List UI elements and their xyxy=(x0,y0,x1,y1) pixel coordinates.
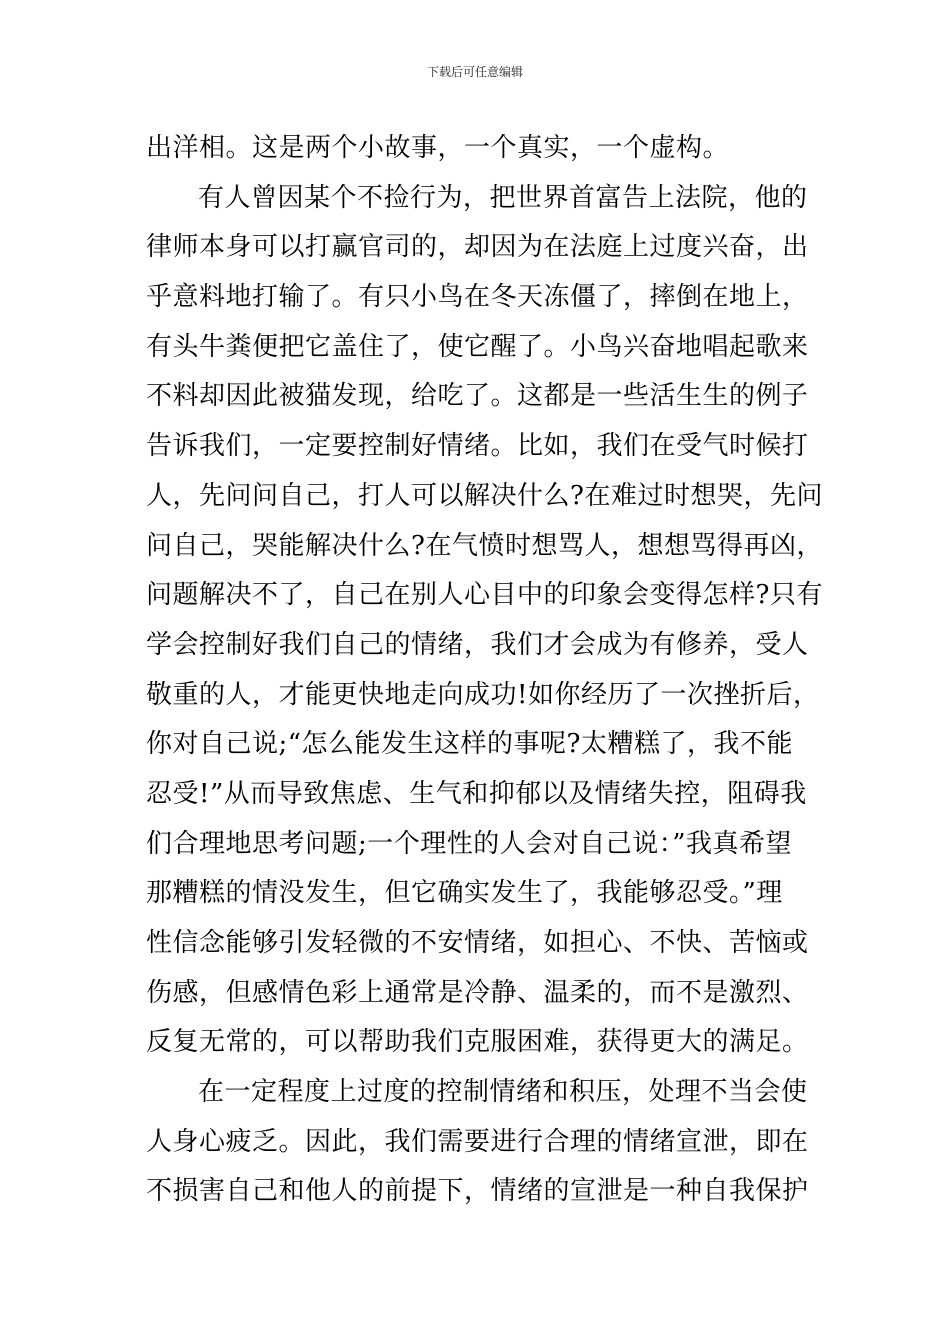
text-line: 你对自己说;“怎么能发生这样的事呢?太糟糕了，我不能 xyxy=(146,729,793,760)
text-line: 出洋相。这是两个小故事，一个真实，一个虚构。 xyxy=(146,133,730,163)
text-line: 人，先问问自己，打人可以解决什么?在难过时想哭，先问 xyxy=(146,480,823,511)
page-header: 下载后可任意编辑 xyxy=(426,65,523,79)
text-line: 告诉我们，一定要控制好情绪。比如，我们在受气时候打 xyxy=(146,431,809,462)
text-line: 不料却因此被猫发现，给吃了。这都是一些活生生的例子 xyxy=(146,381,809,412)
text-line: 问题解决不了，自己在别人心目中的印象会变得怎样?只有 xyxy=(146,580,823,611)
text-line: 乎意料地打输了。有只小鸟在冬天冻僵了，摔倒在地上， xyxy=(146,282,809,313)
text-line: 不损害自己和他人的前提下，情绪的宣泄是一种自我保护 xyxy=(146,1176,809,1207)
text-line: 律师本身可以打赢官司的，却因为在法庭上过度兴奋，出 xyxy=(146,232,809,263)
text-line: 问自己，哭能解决什么?在气愤时想骂人，想想骂得再凶， xyxy=(146,530,823,561)
text-line: 有头牛粪便把它盖住了，使它醒了。小鸟兴奋地唱起歌来 xyxy=(146,331,809,362)
text-line: 那糟糕的情没发生，但它确实发生了，我能够忍受。”理 xyxy=(146,878,783,909)
text-line: 们合理地思考问题;一个理性的人会对自己说：”我真希望 xyxy=(146,828,793,859)
paragraph-start-line: 在一定程度上过度的控制情绪和积压，处理不当会使 xyxy=(198,1077,808,1108)
text-line: 伤感，但感情色彩上通常是冷静、温柔的，而不是激烈、 xyxy=(146,977,809,1008)
body-text xyxy=(146,124,823,1217)
text-line: 人身心疲乏。因此，我们需要进行合理的情绪宣泄，即在 xyxy=(146,1126,809,1157)
text-line: 学会控制好我们自己的情绪，我们才会成为有修养，受人 xyxy=(146,629,809,660)
text-line: 性信念能够引发轻微的不安情绪，如担心、不快、苦恼或 xyxy=(146,928,809,958)
paragraph-start-line: 有人曾因某个不捡行为，把世界首富告上法院，他的 xyxy=(198,182,808,213)
text-line: 反复无常的，可以帮助我们克服困难，获得更大的满足。 xyxy=(146,1027,809,1058)
text-line: 忍受!”从而导致焦虑、生气和抑郁以及情绪失控，阻碍我 xyxy=(146,778,807,809)
text-line: 敬重的人，才能更快地走向成功!如你经历了一次挫折后， xyxy=(146,679,820,710)
